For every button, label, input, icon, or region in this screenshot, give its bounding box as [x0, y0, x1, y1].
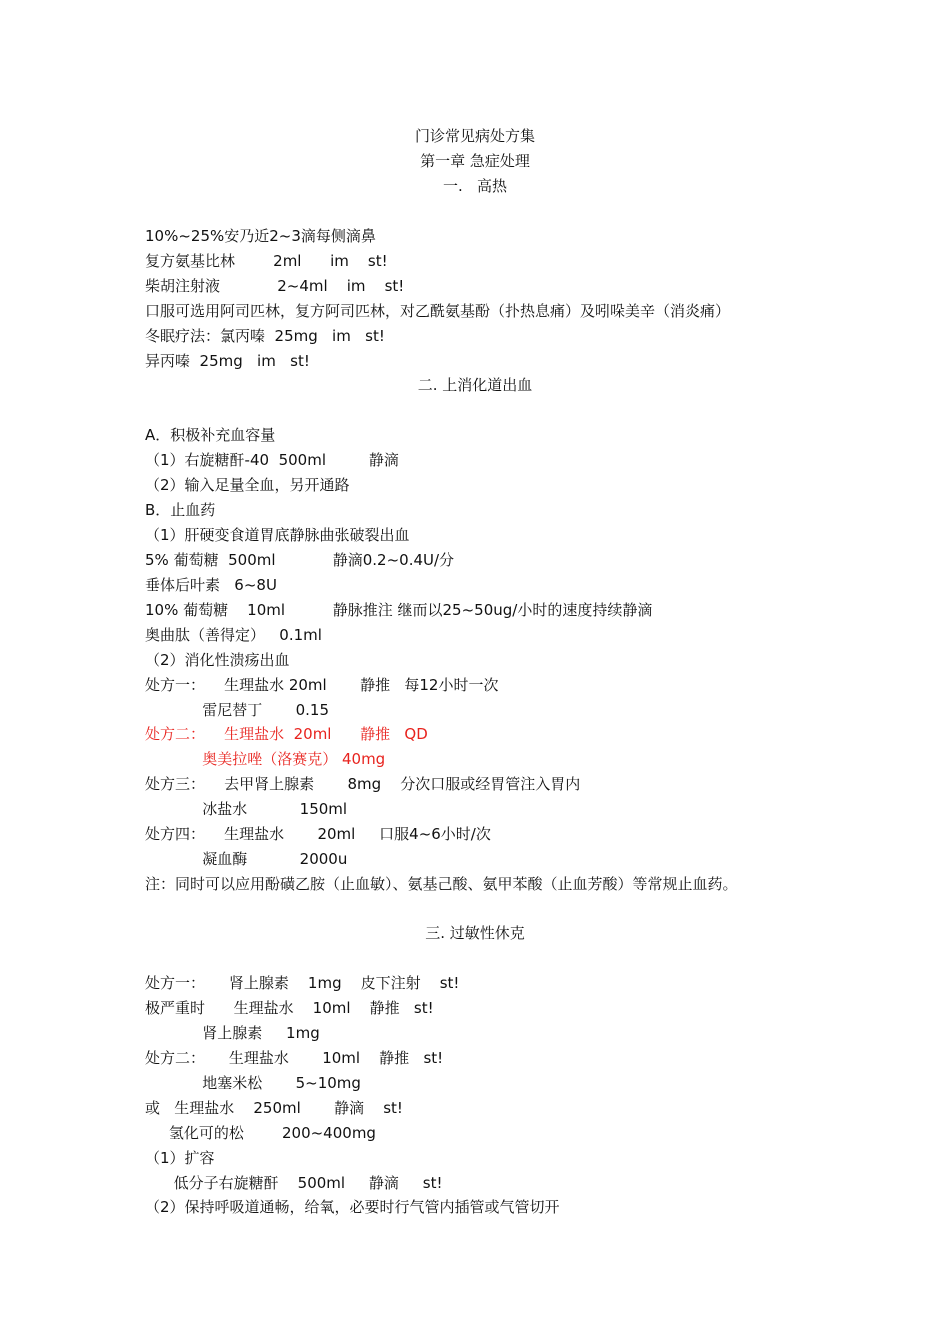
text-line: 奥曲肽（善得定） 0.1ml	[145, 626, 322, 644]
text-line: 处方四： 生理盐水 20ml 口服4~6小时/次	[145, 825, 491, 843]
text-line: （1）肝硬变食道胃底静脉曲张破裂出血	[145, 526, 410, 544]
text-line: 凝血酶 2000u	[145, 850, 348, 868]
text-line: 氢化可的松 200~400mg	[145, 1124, 376, 1142]
text-line: 处方一： 肾上腺素 1mg 皮下注射 st!	[145, 974, 460, 992]
text-line: B．止血药	[145, 501, 216, 519]
text-line: 低分子右旋糖酐 500ml 静滴 st!	[145, 1174, 443, 1192]
text-line: 口服可选用阿司匹林，复方阿司匹林，对乙酰氨基酚（扑热息痛）及吲哚美辛（消炎痛）	[145, 302, 731, 320]
text-line: 冬眠疗法：氯丙嗪 25mg im st!	[145, 327, 385, 345]
text-line: 处方三： 去甲肾上腺素 8mg 分次口服或经胃管注入胃内	[145, 775, 581, 793]
section-heading: 二. 上消化道出血	[417, 376, 533, 394]
text-line: （1）右旋糖酐-40 500ml 静滴	[145, 451, 399, 469]
text-line: 处方二： 生理盐水 10ml 静推 st!	[145, 1049, 444, 1067]
text-line: 雷尼替丁 0.15	[145, 701, 329, 719]
text-line: 或 生理盐水 250ml 静滴 st!	[145, 1099, 403, 1117]
text-line: 处方一： 生理盐水 20ml 静推 每12小时一次	[145, 676, 499, 694]
text-line: （2）保持呼吸道通畅，给氧，必要时行气管内插管或气管切开	[145, 1198, 560, 1216]
text-line: 异丙嗪 25mg im st!	[145, 352, 310, 370]
document-title: 门诊常见病处方集	[414, 127, 535, 145]
text-line: 肾上腺素 1mg	[145, 1024, 320, 1042]
text-line: 5% 葡萄糖 500ml 静滴0.2~0.4U/分	[145, 551, 455, 569]
note-line: 注：同时可以应用酚磺乙胺（止血敏）、氨基己酸、氨甲苯酸（止血芳酸）等常规止血药。	[145, 875, 738, 893]
text-line: （1）扩容	[145, 1149, 215, 1167]
chapter-heading: 第一章 急症处理	[420, 152, 530, 170]
highlighted-prescription-line: 处方二： 生理盐水 20ml 静推 QD	[145, 725, 428, 743]
text-line: 10%~25%安乃近2~3滴每侧滴鼻	[145, 227, 376, 245]
text-line: 柴胡注射液 2~4ml im st!	[145, 277, 405, 295]
text-line: 地塞米松 5~10mg	[145, 1074, 361, 1092]
text-line: 10% 葡萄糖 10ml 静脉推注 继而以25~50ug/小时的速度持续静滴	[145, 601, 653, 619]
text-line: （2）输入足量全血，另开通路	[145, 476, 350, 494]
section-heading: 一. 高热	[442, 177, 508, 195]
text-line: 复方氨基比林 2ml im st!	[145, 252, 388, 270]
text-line: 极严重时 生理盐水 10ml 静推 st!	[145, 999, 434, 1017]
text-line: 垂体后叶素 6~8U	[145, 576, 277, 594]
text-line: A．积极补充血容量	[145, 426, 276, 444]
highlighted-prescription-line: 奥美拉唑（洛赛克） 40mg	[145, 750, 386, 768]
section-heading: 三. 过敏性休克	[425, 924, 525, 942]
text-line: 冰盐水 150ml	[145, 800, 348, 818]
text-line: （2）消化性溃疡出血	[145, 651, 290, 669]
